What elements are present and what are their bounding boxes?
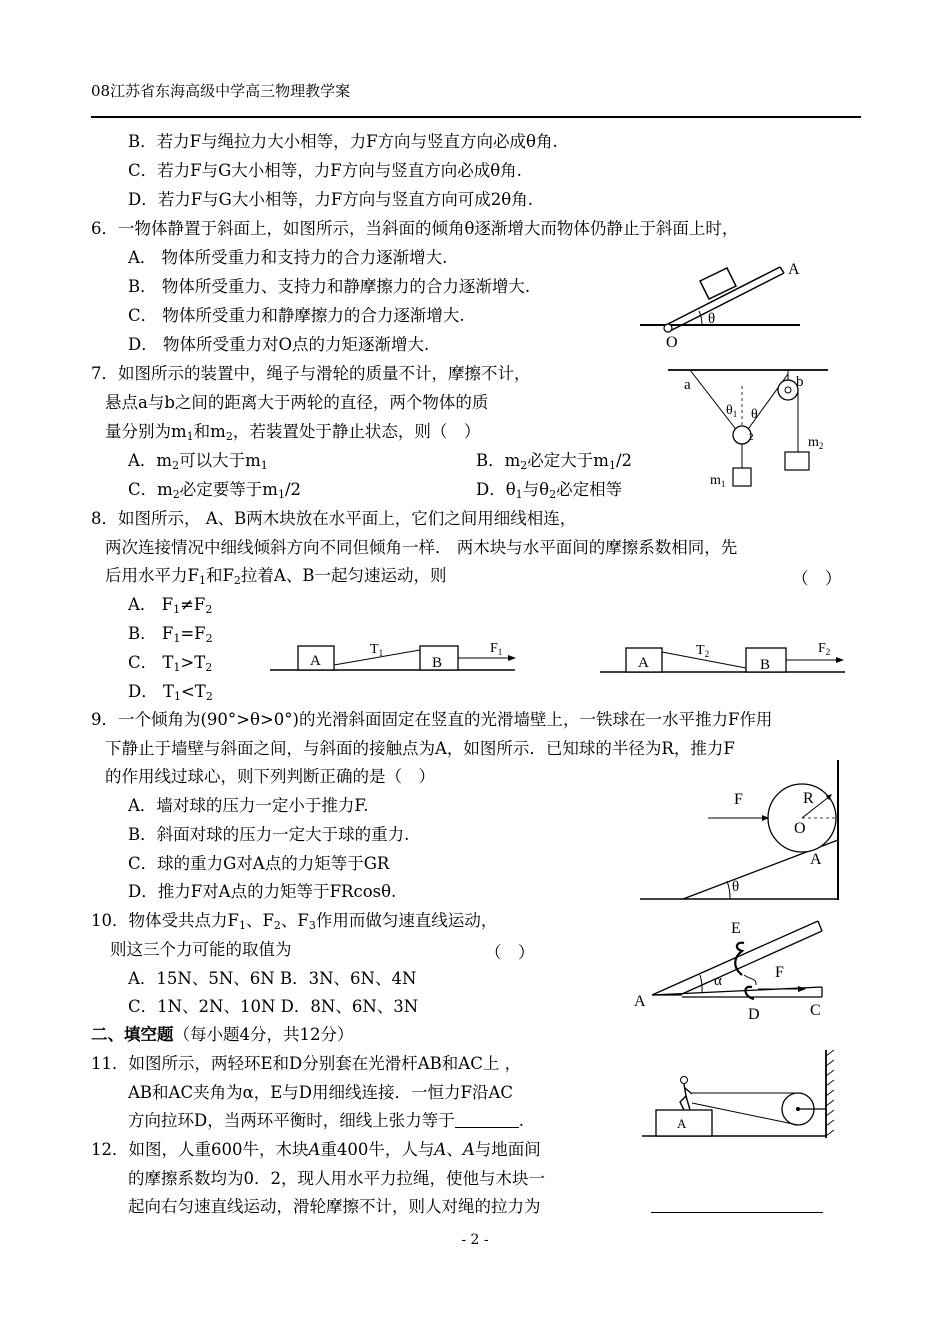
svg-text:A: A [677, 1116, 687, 1131]
q7-option-d: D．$\theta_1$与$\theta_2$必定相等 [476, 480, 623, 501]
q10-stem-line1: 10．物体受共点力$F_1$、$F_2$、$F_3$作用而做匀速直线运动， [91, 911, 498, 932]
label-m1: $m_1$ [710, 473, 726, 489]
label-m2: $m_2$ [808, 435, 824, 451]
q12-answer-line[interactable] [651, 1212, 823, 1213]
label-theta1: $\theta_1$ [726, 403, 738, 419]
svg-text:F1: $F_1$ [490, 641, 503, 657]
q6-option-b: B． 物体所受重力、支持力和静摩擦力的合力逐渐增大. [128, 277, 531, 296]
q11-stem-line1: 11．如图所示，两轻环E和D分别套在光滑杆AB和AC上 ， [91, 1054, 522, 1073]
label-theta: θ [751, 407, 758, 422]
q5-option-c: C．若力F与G大小相等，力F方向与竖直方向必成θ角. [128, 161, 522, 180]
svg-text:O: O [794, 820, 806, 837]
q8-option-a: A． $F_1\ne F_2$ [128, 595, 213, 616]
svg-text:F: F [775, 964, 784, 981]
svg-text:A: A [310, 653, 321, 669]
q7-option-a: A．$m_2$可以大于$m_1$ [128, 451, 268, 472]
blocks-figure-1 [270, 632, 520, 677]
rod-ac-top [652, 987, 822, 995]
blocks-figure-2 [600, 640, 850, 685]
pivot-point [664, 324, 672, 332]
ring-e [735, 943, 744, 975]
svg-text:θ: θ [732, 879, 740, 895]
q7-stem-line1: 7．如图所示的装置中，绳子与滑轮的质量不计，摩擦不计， [91, 364, 531, 383]
svg-text:C: C [810, 1002, 821, 1019]
svg-text:R: R [803, 790, 814, 807]
q8-option-c: C． $T_1>T_2$ [128, 653, 213, 674]
q9-stem-line1: 9．一个倾角为(90°>θ>0°)的光滑斜面固定在竖直的光滑墙壁上，一铁球在一水平推力F作用 [91, 710, 773, 729]
svg-text:T2: $T_2$ [696, 643, 710, 659]
rope-left [690, 370, 738, 432]
q6-option-a: A． 物体所受重力和支持力的合力逐渐增大. [128, 248, 448, 267]
svg-text:B: B [432, 655, 443, 671]
q5-option-b: B．若力F与绳拉力大小相等，力F方向与竖直方向必成θ角. [128, 132, 558, 151]
q7-stem-line2: 悬点a与b之间的距离大于两轮的直径，两个物体的质 [105, 393, 489, 412]
q10-stem-line2: 则这三个力可能的取值为 [110, 940, 292, 959]
q9-option-d: D．推力F对A点的力矩等于FRcosθ. [128, 882, 397, 901]
q11-stem-line2: AB和AC夹角为α，E与D用细线连接．一恒力F沿AC [128, 1083, 513, 1102]
q12-stem-line2: 的摩擦系数均为0．2，现人用水平力拉绳，使他与木块一 [128, 1169, 545, 1188]
person-head [681, 1077, 688, 1084]
label-o: O [666, 334, 678, 351]
q6-stem: 6．一物体静置于斜面上，如图所示，当斜面的倾角θ逐渐增大而物体仍静止于斜面上时， [91, 219, 739, 238]
person-figure [680, 1084, 692, 1110]
svg-text:F: F [734, 791, 743, 808]
label-a: a [684, 377, 691, 393]
q8-stem-line2: 两次连接情况中细线倾斜方向不同但倾角一样． 两木块与水平面间的摩擦系数相同，先 [105, 538, 738, 557]
q9-option-a: A．墙对球的压力一定小于推力F. [128, 796, 369, 815]
q8-stem-line1: 8．如图所示， A、B两木块放在水平面上，它们之间用细线相连， [91, 509, 577, 528]
q10-options-ab: A．15N、5N、6N B．3N、6N、4N [128, 969, 417, 988]
incline-figure [630, 250, 820, 355]
label-theta: θ [708, 311, 716, 327]
label-theta2-sub: 2 [749, 432, 754, 442]
svg-text:A: A [634, 993, 646, 1010]
q8-option-d: D． $T_1<T_2$ [128, 682, 213, 703]
svg-text:α: α [714, 973, 722, 989]
q9-stem-line3: 的作用线过球心，则下列判断正确的是（ ） [105, 767, 435, 786]
q8-option-b: B． $F_1=F_2$ [128, 624, 213, 645]
q10-answer-paren: （ ） [485, 943, 535, 962]
ball-incline-figure [638, 760, 843, 905]
q5-option-d: D．若力F与G大小相等，力F方向与竖直方向可成2θ角. [128, 190, 533, 209]
q8-answer-paren: （ ） [792, 569, 842, 588]
q10-options-cd: C．1N、2N、10N D．8N、6N、3N [128, 997, 419, 1016]
label-a: A [788, 261, 800, 278]
section-2-heading: 二、填空题（每小题4分，共12分） [91, 1025, 354, 1044]
page-header: 08江苏省东海高级中学高三物理教学案 [91, 82, 351, 100]
q9-option-b: B．斜面对球的压力一定大于球的重力. [128, 825, 410, 844]
q11-stem-line3: 方向拉环D，当两环平衡时，细线上张力等于 . [128, 1111, 524, 1130]
q12-stem-line3: 起向右匀速直线运动，滑轮摩擦不计，则人对绳的拉力为 [128, 1197, 541, 1216]
svg-text:F2: $F_2$ [818, 641, 831, 657]
rods-figure [630, 915, 830, 1025]
mass-m1 [733, 468, 751, 486]
svg-text:A: A [810, 851, 822, 868]
page-number: - 2 - [461, 1232, 489, 1248]
q7-option-b: B．$m_2$必定大于$m_1/2$ [476, 451, 632, 472]
q8-stem-line3: 后用水平力$F_1$和$F_2$拉着A、B一起匀速运动，则 [105, 566, 447, 587]
q6-option-d: D． 物体所受重力对O点的力矩逐渐增大. [128, 335, 430, 354]
svg-text:A: A [638, 655, 649, 671]
q9-stem-line2: 下静止于墙壁与斜面之间，与斜面的接触点为A，如图所示．已知球的半径为R，推力F [105, 739, 735, 758]
q12-stem-line1: 12．如图，人重600牛，木块A重400牛，人与A、A与地面间 [91, 1140, 541, 1159]
header-rule [91, 116, 861, 118]
q7-stem-line3: 量分别为$m_1$和$m_2$，若装置处于静止状态，则（ ） [105, 422, 481, 443]
q9-option-c: C．球的重力G对A点的力矩等于GR [128, 854, 390, 873]
svg-text:D: D [748, 1006, 760, 1023]
label-b: b [796, 374, 804, 390]
svg-text:B: B [760, 657, 771, 673]
person-block-pulley-figure [640, 1050, 840, 1145]
mass-m2 [785, 452, 809, 470]
pulley-figure [660, 362, 840, 492]
block-on-incline [700, 268, 736, 299]
q7-option-c: C．$m_2$必定要等于$m_1/2$ [128, 480, 301, 501]
q6-option-c: C． 物体所受重力和静摩擦力的合力逐渐增大. [128, 306, 465, 325]
svg-text:T1: $T_1$ [370, 642, 384, 658]
svg-text:E: E [731, 920, 741, 937]
q11-answer-blank[interactable] [455, 1110, 519, 1128]
